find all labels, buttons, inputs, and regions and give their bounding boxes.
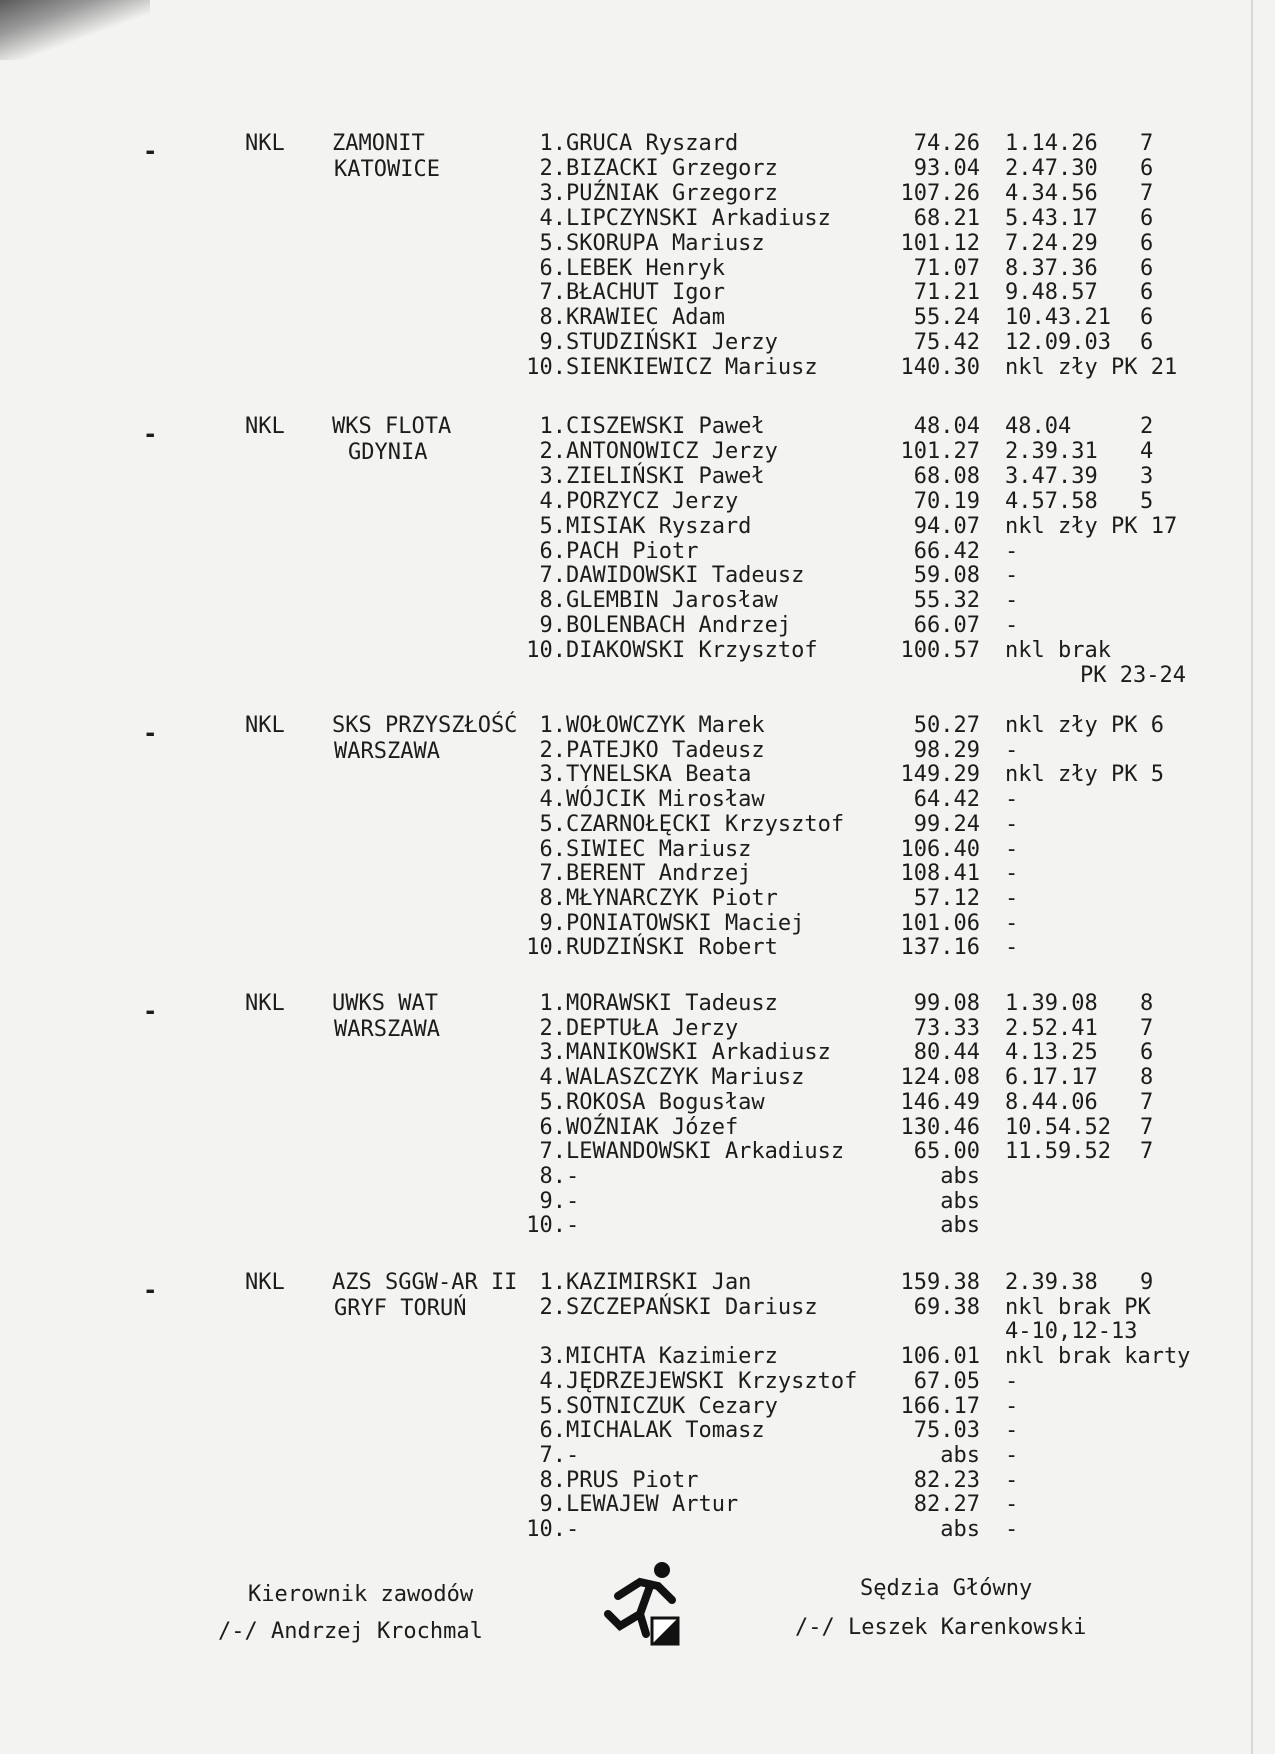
- competitor-name: STUDZIŃSKI Jerzy: [566, 330, 778, 356]
- result-row: [0, 514, 1275, 539]
- cumulative-time: 4-10,12-13: [1005, 1319, 1138, 1345]
- run-time: 57.12: [913, 885, 980, 911]
- competitor-name: DIAKOWSKI Krzysztof: [566, 638, 818, 664]
- points: 3: [1140, 463, 1154, 489]
- result-row: [0, 861, 1275, 886]
- points: 7: [1140, 180, 1154, 206]
- result-row: [0, 886, 1275, 911]
- result-position: 9.: [539, 910, 566, 936]
- points: 6: [1140, 280, 1154, 306]
- result-position: 10.: [526, 1213, 566, 1239]
- result-position: 6.: [539, 1114, 566, 1140]
- result-row: [0, 1394, 1275, 1419]
- team-category: NKL: [245, 131, 285, 156]
- points: 7: [1140, 1089, 1154, 1115]
- result-position: 9.: [539, 1492, 566, 1518]
- cumulative-time: -: [1005, 737, 1019, 763]
- cumulative-time: 2.47.30: [1005, 155, 1098, 181]
- cumulative-time: 10.43.21: [1005, 305, 1111, 331]
- cumulative-time: 5.43.17: [1005, 205, 1098, 231]
- run-time: 101.12: [900, 230, 980, 256]
- run-time: abs: [940, 1517, 980, 1542]
- competitor-name: WOŁOWCZYK Marek: [566, 713, 765, 738]
- result-position: 1.: [539, 414, 566, 439]
- cumulative-time: nkl zły PK 21: [1005, 355, 1178, 381]
- competitor-name: DEPTUŁA Jerzy: [566, 1015, 739, 1041]
- club-city: KATOWICE: [334, 157, 440, 182]
- cumulative-time: -: [1005, 538, 1019, 564]
- competitor-name: MICHALAK Tomasz: [566, 1418, 765, 1444]
- cumulative-time: -: [1005, 588, 1019, 614]
- result-position: 2.: [539, 1294, 566, 1320]
- result-position: 4.: [539, 205, 566, 231]
- result-position: 5.: [539, 230, 566, 256]
- competitor-name: LEWAJEW Artur: [566, 1492, 739, 1518]
- result-row: [0, 787, 1275, 812]
- run-time: 71.21: [913, 280, 980, 306]
- result-row: [0, 464, 1275, 489]
- result-row: [0, 1115, 1275, 1140]
- team-bullet: -: [143, 719, 158, 747]
- result-position: 1.: [539, 1270, 566, 1295]
- run-time: 69.38: [913, 1294, 980, 1320]
- result-row: [0, 156, 1275, 181]
- cumulative-time: -: [1005, 1368, 1019, 1394]
- competitor-name: WOŹNIAK Józef: [566, 1114, 739, 1140]
- team-bullet: -: [143, 1276, 158, 1304]
- team-bullet: -: [143, 997, 158, 1025]
- result-row: [0, 1418, 1275, 1443]
- points: 8: [1140, 1065, 1154, 1091]
- club-city: GDYNIA: [348, 440, 428, 465]
- result-row: [0, 1369, 1275, 1394]
- result-note: PK 23-24: [1080, 663, 1186, 688]
- run-time: 101.27: [900, 438, 980, 464]
- club-city: WARSZAWA: [334, 1017, 440, 1042]
- result-row: [0, 181, 1275, 206]
- result-position: 7.: [539, 280, 566, 306]
- run-time: 64.42: [913, 787, 980, 813]
- competitor-name: GLEMBIN Jarosław: [566, 588, 778, 614]
- cumulative-time: 8.37.36: [1005, 255, 1098, 281]
- team-category: NKL: [245, 991, 285, 1016]
- result-position: 3.: [539, 762, 566, 788]
- club-name: AZS SGGW-AR II: [332, 1270, 518, 1295]
- result-position: 2.: [539, 438, 566, 464]
- run-time: abs: [940, 1188, 980, 1214]
- result-row: [0, 837, 1275, 862]
- points: 6: [1140, 330, 1154, 356]
- competitor-name: PONIATOWSKI Maciej: [566, 910, 805, 936]
- points: 7: [1140, 131, 1154, 156]
- result-row: [0, 613, 1275, 638]
- result-row: [0, 1164, 1275, 1189]
- result-row: [0, 1468, 1275, 1493]
- run-time: 75.03: [913, 1418, 980, 1444]
- run-time: 100.57: [900, 638, 980, 664]
- points: 6: [1140, 230, 1154, 256]
- cumulative-time: -: [1005, 1393, 1019, 1419]
- competitor-name: SKORUPA Mariusz: [566, 230, 765, 256]
- result-row: [0, 439, 1275, 464]
- competitor-name: DAWIDOWSKI Tadeusz: [566, 563, 805, 589]
- cumulative-time: -: [1005, 861, 1019, 887]
- competitor-name: BŁACHUT Igor: [566, 280, 725, 306]
- run-time: 149.29: [900, 762, 980, 788]
- run-time: 140.30: [900, 355, 980, 381]
- run-time: 93.04: [913, 155, 980, 181]
- competitor-name: MORAWSKI Tadeusz: [566, 991, 778, 1016]
- team-bullet: -: [143, 137, 158, 165]
- run-time: 70.19: [913, 488, 980, 514]
- run-time: 101.06: [900, 910, 980, 936]
- points: 7: [1140, 1114, 1154, 1140]
- competitor-name: MISIAK Ryszard: [566, 513, 752, 539]
- result-row: [0, 911, 1275, 936]
- result-row: [0, 414, 1275, 439]
- result-position: 3.: [539, 463, 566, 489]
- run-time: 124.08: [900, 1065, 980, 1091]
- competitor-name: MŁYNARCZYK Piotr: [566, 885, 778, 911]
- result-row: [0, 1344, 1275, 1369]
- run-time: 66.07: [913, 613, 980, 639]
- run-time: 107.26: [900, 180, 980, 206]
- points: 6: [1140, 305, 1154, 331]
- result-position: 7.: [539, 1139, 566, 1165]
- run-time: 67.05: [913, 1368, 980, 1394]
- cumulative-time: nkl zły PK 5: [1005, 762, 1164, 788]
- cumulative-time: -: [1005, 935, 1019, 961]
- cumulative-time: 4.34.56: [1005, 180, 1098, 206]
- run-time: 137.16: [900, 935, 980, 961]
- result-position: 10.: [526, 355, 566, 381]
- result-position: 6.: [539, 255, 566, 281]
- result-row: [0, 563, 1275, 588]
- run-time: 82.23: [913, 1467, 980, 1493]
- cumulative-time: 2.52.41: [1005, 1015, 1098, 1041]
- cumulative-time: -: [1005, 910, 1019, 936]
- cumulative-time: -: [1005, 1418, 1019, 1444]
- result-row: [0, 1090, 1275, 1115]
- competitor-name: -: [566, 1188, 580, 1214]
- result-position: 6.: [539, 836, 566, 862]
- run-time: 159.38: [900, 1270, 980, 1295]
- competitor-name: -: [566, 1213, 580, 1239]
- run-time: 94.07: [913, 513, 980, 539]
- cumulative-time: -: [1005, 787, 1019, 813]
- result-position: 9.: [539, 613, 566, 639]
- cumulative-time: -: [1005, 811, 1019, 837]
- result-position: 2.: [539, 155, 566, 181]
- cumulative-time: 8.44.06: [1005, 1089, 1098, 1115]
- result-row: [0, 762, 1275, 787]
- competitor-name: KRAWIEC Adam: [566, 305, 725, 331]
- scan-fold-shadow: [0, 0, 150, 60]
- cumulative-time: nkl brak karty: [1005, 1344, 1191, 1370]
- run-time: 166.17: [900, 1393, 980, 1419]
- cumulative-time: 7.24.29: [1005, 230, 1098, 256]
- result-position: 1.: [539, 991, 566, 1016]
- result-row: [0, 489, 1275, 514]
- competitor-name: ZIELIŃSKI Paweł: [566, 463, 765, 489]
- points: 6: [1140, 1040, 1154, 1066]
- cumulative-time: -: [1005, 613, 1019, 639]
- points: 6: [1140, 205, 1154, 231]
- cumulative-time: 11.59.52: [1005, 1139, 1111, 1165]
- run-time: 98.29: [913, 737, 980, 763]
- competitor-name: CZARNOŁĘCKI Krzysztof: [566, 811, 845, 837]
- result-row: [0, 1065, 1275, 1090]
- points: 6: [1140, 255, 1154, 281]
- competitor-name: TYNELSKA Beata: [566, 762, 752, 788]
- result-position: 4.: [539, 787, 566, 813]
- competitor-name: -: [566, 1442, 580, 1468]
- cumulative-time: 12.09.03: [1005, 330, 1111, 356]
- result-position: 5.: [539, 1393, 566, 1419]
- result-row: [0, 1295, 1275, 1320]
- result-position: 9.: [539, 330, 566, 356]
- run-time: 66.42: [913, 538, 980, 564]
- result-row: [0, 1517, 1275, 1542]
- run-time: abs: [940, 1163, 980, 1189]
- result-row: [0, 231, 1275, 256]
- result-position: 7.: [539, 563, 566, 589]
- cumulative-time: nkl brak PK: [1005, 1294, 1151, 1320]
- competitor-name: JĘDRZEJEWSKI Krzysztof: [566, 1368, 858, 1394]
- run-time: 65.00: [913, 1139, 980, 1165]
- cumulative-time: 4.57.58: [1005, 488, 1098, 514]
- judge-name: /-/ Leszek Karenkowski: [795, 1615, 1087, 1640]
- competitor-name: PUŹNIAK Grzegorz: [566, 180, 778, 206]
- club-name: ZAMONIT: [332, 131, 425, 156]
- director-name: /-/ Andrzej Krochmal: [218, 1619, 483, 1644]
- cumulative-time: -: [1005, 1467, 1019, 1493]
- run-time: 68.21: [913, 205, 980, 231]
- team-bullet: -: [143, 420, 158, 448]
- result-position: 2.: [539, 737, 566, 763]
- result-position: 8.: [539, 1467, 566, 1493]
- result-position: 10.: [526, 935, 566, 961]
- competitor-name: GRUCA Ryszard: [566, 131, 739, 156]
- result-row: [0, 280, 1275, 305]
- result-row: [0, 330, 1275, 355]
- result-row: [0, 638, 1275, 663]
- cumulative-time: nkl zły PK 6: [1005, 713, 1164, 738]
- competitor-name: SOTNICZUK Cezary: [566, 1393, 778, 1419]
- cumulative-time: 48.04: [1005, 414, 1072, 439]
- points: 7: [1140, 1015, 1154, 1041]
- cumulative-time: -: [1005, 836, 1019, 862]
- result-row: [0, 935, 1275, 960]
- result-position: 5.: [539, 513, 566, 539]
- competitor-name: WÓJCIK Mirosław: [566, 787, 765, 813]
- result-row: [0, 1016, 1275, 1041]
- run-time: 130.46: [900, 1114, 980, 1140]
- cumulative-time: 3.47.39: [1005, 463, 1098, 489]
- competitor-name: PACH Piotr: [566, 538, 699, 564]
- points: 5: [1140, 488, 1154, 514]
- result-position: 7.: [539, 861, 566, 887]
- run-time: 71.07: [913, 255, 980, 281]
- competitor-name: -: [566, 1517, 580, 1542]
- competitor-name: ROKOSA Bogusław: [566, 1089, 765, 1115]
- result-row: [0, 1443, 1275, 1468]
- run-time: abs: [940, 1213, 980, 1239]
- result-position: 4.: [539, 1368, 566, 1394]
- cumulative-time: 1.14.26: [1005, 131, 1098, 156]
- result-position: 4.: [539, 1065, 566, 1091]
- run-time: 106.01: [900, 1344, 980, 1370]
- result-position: 8.: [539, 1163, 566, 1189]
- cumulative-time: -: [1005, 885, 1019, 911]
- result-row: [0, 1139, 1275, 1164]
- cumulative-time: 2.39.38: [1005, 1270, 1098, 1295]
- competitor-name: LIPCZYNSKI Arkadiusz: [566, 205, 831, 231]
- cumulative-time: -: [1005, 1517, 1019, 1542]
- run-time: 48.04: [913, 414, 980, 439]
- points: 9: [1140, 1270, 1154, 1295]
- run-time: 75.42: [913, 330, 980, 356]
- result-row: [0, 305, 1275, 330]
- team-category: NKL: [245, 713, 285, 738]
- run-time: 146.49: [900, 1089, 980, 1115]
- result-row: [0, 588, 1275, 613]
- director-title: Kierownik zawodów: [248, 1582, 474, 1607]
- result-position: 10.: [526, 1517, 566, 1542]
- cumulative-time: 4.13.25: [1005, 1040, 1098, 1066]
- result-position: 3.: [539, 1040, 566, 1066]
- result-row: [0, 1492, 1275, 1517]
- cumulative-time: 9.48.57: [1005, 280, 1098, 306]
- run-time: 68.08: [913, 463, 980, 489]
- team-category: NKL: [245, 1270, 285, 1295]
- club-name: UWKS WAT: [332, 991, 438, 1016]
- cumulative-time: -: [1005, 1442, 1019, 1468]
- result-position: 2.: [539, 1015, 566, 1041]
- cumulative-time: 2.39.31: [1005, 438, 1098, 464]
- cumulative-time: 1.39.08: [1005, 991, 1098, 1016]
- competitor-name: PRUS Piotr: [566, 1467, 699, 1493]
- points: 4: [1140, 438, 1154, 464]
- competitor-name: -: [566, 1163, 580, 1189]
- run-time: 55.32: [913, 588, 980, 614]
- result-position: 5.: [539, 1089, 566, 1115]
- competitor-name: BERENT Andrzej: [566, 861, 752, 887]
- run-time: 80.44: [913, 1040, 980, 1066]
- competitor-name: KAZIMIRSKI Jan: [566, 1270, 752, 1295]
- result-row: [0, 256, 1275, 281]
- result-position: 9.: [539, 1188, 566, 1214]
- points: 6: [1140, 155, 1154, 181]
- competitor-name: MICHTA Kazimierz: [566, 1344, 778, 1370]
- result-position: 3.: [539, 1344, 566, 1370]
- result-position: 8.: [539, 588, 566, 614]
- judge-title: Sędzia Główny: [860, 1576, 1033, 1601]
- result-row: [0, 1189, 1275, 1214]
- points: 8: [1140, 991, 1154, 1016]
- result-position: 10.: [526, 638, 566, 664]
- run-time: 59.08: [913, 563, 980, 589]
- competitor-name: MANIKOWSKI Arkadiusz: [566, 1040, 831, 1066]
- run-time: abs: [940, 1442, 980, 1468]
- cumulative-time: nkl zły PK 17: [1005, 513, 1178, 539]
- run-time: 108.41: [900, 861, 980, 887]
- run-time: 50.27: [913, 713, 980, 738]
- result-row: [0, 812, 1275, 837]
- cumulative-time: 6.17.17: [1005, 1065, 1098, 1091]
- result-position: 1.: [539, 713, 566, 738]
- club-city: GRYF TORUŃ: [334, 1296, 467, 1321]
- competitor-name: LEWANDOWSKI Arkadiusz: [566, 1139, 845, 1165]
- result-position: 8.: [539, 305, 566, 331]
- competitor-name: ANTONOWICZ Jerzy: [566, 438, 778, 464]
- team-category: NKL: [245, 414, 285, 439]
- result-row: [0, 131, 1275, 156]
- competitor-name: CISZEWSKI Paweł: [566, 414, 765, 439]
- competitor-name: WALASZCZYK Mariusz: [566, 1065, 805, 1091]
- run-time: 73.33: [913, 1015, 980, 1041]
- club-name: SKS PRZYSZŁOŚĆ: [332, 713, 518, 738]
- points: 2: [1140, 414, 1154, 439]
- points: 7: [1140, 1139, 1154, 1165]
- cumulative-time: -: [1005, 563, 1019, 589]
- result-position: 6.: [539, 538, 566, 564]
- competitor-name: LEBEK Henryk: [566, 255, 725, 281]
- club-name: WKS FLOTA: [332, 414, 452, 439]
- run-time: 99.08: [913, 991, 980, 1016]
- cumulative-time: 10.54.52: [1005, 1114, 1111, 1140]
- result-position: 1.: [539, 131, 566, 156]
- competitor-name: SIWIEC Mariusz: [566, 836, 752, 862]
- result-position: 3.: [539, 180, 566, 206]
- result-row: [0, 355, 1275, 380]
- competitor-name: BIZACKI Grzegorz: [566, 155, 778, 181]
- result-row: [0, 1319, 1275, 1344]
- result-row: [0, 539, 1275, 564]
- cumulative-time: nkl brak: [1005, 638, 1111, 664]
- competitor-name: BOLENBACH Andrzej: [566, 613, 792, 639]
- competitor-name: SZCZEPAŃSKI Dariusz: [566, 1294, 818, 1320]
- competitor-name: RUDZIŃSKI Robert: [566, 935, 778, 961]
- competitor-name: PATEJKO Tadeusz: [566, 737, 765, 763]
- result-row: [0, 738, 1275, 763]
- run-time: 74.26: [913, 131, 980, 156]
- run-time: 106.40: [900, 836, 980, 862]
- orienteering-runner-logo: [600, 1560, 690, 1650]
- result-row: [0, 1270, 1275, 1295]
- competitor-name: PORZYCZ Jerzy: [566, 488, 739, 514]
- result-row: [0, 1040, 1275, 1065]
- result-position: 4.: [539, 488, 566, 514]
- result-row: [0, 206, 1275, 231]
- run-time: 99.24: [913, 811, 980, 837]
- result-position: 8.: [539, 885, 566, 911]
- run-time: 82.27: [913, 1492, 980, 1518]
- result-row: [0, 713, 1275, 738]
- cumulative-time: -: [1005, 1492, 1019, 1518]
- club-city: WARSZAWA: [334, 739, 440, 764]
- result-row: [0, 1213, 1275, 1238]
- result-position: 7.: [539, 1442, 566, 1468]
- run-time: 55.24: [913, 305, 980, 331]
- result-position: 5.: [539, 811, 566, 837]
- competitor-name: SIENKIEWICZ Mariusz: [566, 355, 818, 381]
- result-position: 6.: [539, 1418, 566, 1444]
- result-row: [0, 991, 1275, 1016]
